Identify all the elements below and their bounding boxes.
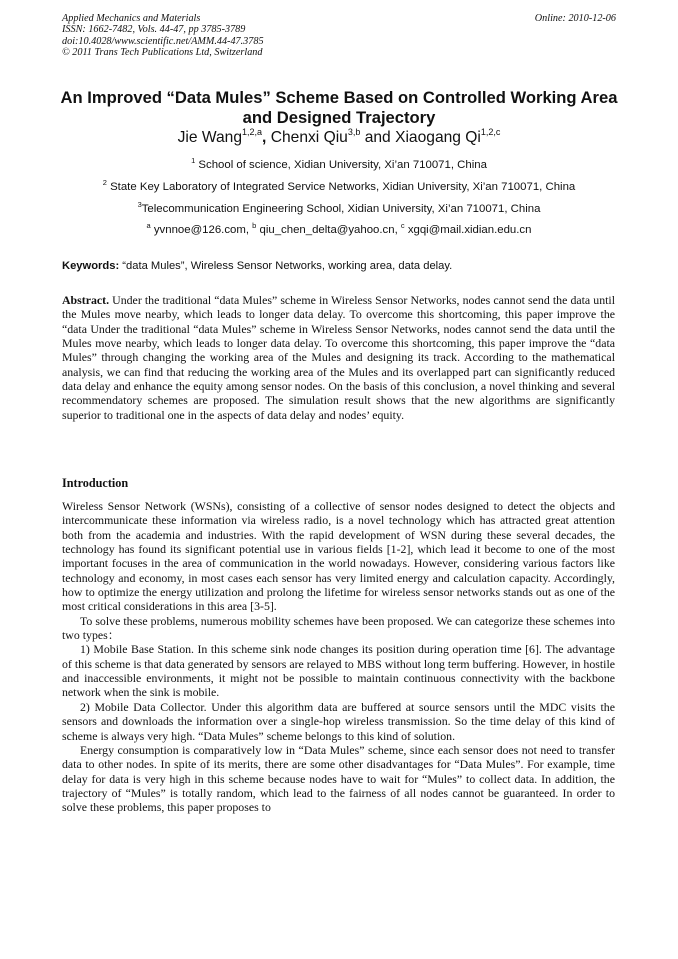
paragraph: Wireless Sensor Network (WSNs), consisting of a collective of sensor nodes designed to detect the objects and intercommunicate these information via wireless radio, is a novel technology which has attracted great attention both from the academia and industries. With the rapid development of WSN during these several decades, the technology has found its significant potential use in various fields [1-2], which lead it become to one of the most important focuses in the area of communication in the world nowadays. However, considering various factors like technology and economy, in most cases each sensor has very limited energy and calculation capacity. Accordingly, how to optimize the energy utilization and prolong the lifetime for wireless sensor networks stands out as one of the most critical considerations in this area [3-5]. [62,499,615,614]
author-separator: , [262,129,271,146]
paragraph: To solve these problems, numerous mobility schemes have been proposed. We can categorize these schemes into two types： [62,613,615,643]
author-name: Jie Wang [177,129,243,146]
abstract-label: Abstract. [62,293,110,307]
abstract [62,293,615,422]
copyright-line: © 2011 Trans Tech Publications Ltd, Switzerland [62,46,263,58]
title-line-2: and Designed Trajectory [242,108,436,127]
affiliation-text: State Key Laboratory of Integrated Service Networks, Xidian University, Xi’an 710071, China [106,181,576,193]
paragraph: Energy consumption is comparatively low in “Data Mules” scheme, since each sensor does not need to transfer data to other nodes. In spite of its merits, there are some other disadvantages for “Data Mules”. For example, time delay for data is very high in this scheme because nodes have to wait for “Mules” to collect data. In addition, the trajectory of “Mules” is totally random, which lead to the fairness of all nodes cannot be guaranteed. In order to solve these problems, this paper proposes to [62,742,615,815]
affiliation-text: Telecommunication Engineering School, Xidian University, Xi’an 710071, China [141,203,541,215]
author-name: Xiaogang Qi [395,129,481,146]
affiliation-marker: 2 [102,178,107,187]
doi-line: doi:10.4028/www.scientific.net/AMM.44-47.3785 [62,35,264,47]
email-marker: a [146,221,151,230]
paragraph: 2) Mobile Data Collector. Under this algorithm data are buffered at source sensors until the MDC visits the sensors and downloads the information over a single-hop wireless transmission. So the time delay of this kind of scheme is always very high. “Data Mules” scheme belongs to this kind of solution. [62,699,615,743]
keywords-text: “data Mules”, Wireless Sensor Networks, working area, data delay. [119,260,453,272]
affiliation-marker: 3 [137,200,142,209]
journal-header [62,13,264,58]
title-line-1: An Improved “Data Mules” Scheme Based on Controlled Working Area [60,88,618,107]
introduction-body [62,499,615,815]
email-marker: b [252,221,257,230]
paper-title [40,88,638,128]
author-list [40,128,638,148]
author-superscript: 1,2,c [480,127,501,137]
author-superscript: 3,b [347,127,361,137]
keywords-label: Keywords: [62,260,120,272]
paragraph: 1) Mobile Base Station. In this scheme sink node changes its position during operation time [6]. The advantage of this scheme is that data generated by sensors are relayed to MBS without long term buffering. However, in hostile and inaccessible environments, it might not be possible to maintain continuous connectivity with the backbone network when the sink is mobile. [62,642,615,700]
author-superscript: 1,2,a [242,127,263,137]
email-address: xgqi@mail.xidian.edu.cn [404,224,532,236]
issn-line: ISSN: 1662-7482, Vols. 44-47, pp 3785-3789 [62,24,246,36]
author-name: Chenxi Qiu [270,129,348,146]
section-heading: Introduction [62,476,129,490]
email-address: yvnnoe@126.com, [150,224,253,236]
keywords [62,259,618,273]
affiliation-text: School of science, Xidian University, Xi’an 710071, China [195,159,487,171]
affiliation-3 [40,202,638,216]
email-line [40,223,638,237]
online-date: Online: 2010-12-06 [534,13,616,24]
author-separator: and [360,129,396,146]
journal-name: Applied Mechanics and Materials [62,13,201,24]
affiliation-marker: 1 [191,156,196,165]
affiliation-2 [40,180,638,194]
abstract-text: Under the traditional “data Mules” scheme in Wireless Sensor Networks, nodes cannot send the data until the Mules move nearby, which leads to longer data delay. To overcome this shortcoming, this paper improve the “data Under the traditional “data Mules” scheme in Wireless Sensor Networks, nodes cannot send the data until the Mules move nearby, which leads to longer data delay. To overcome this shortcoming, this paper improve the “data Mules” through changing the working area of the Mules and designing its track. According to the mathematical analysis, we can find that reducing the working area of the Mules and its overlapped part can significantly reduced data delay and enhance the equity among sensor nodes. On the basis of this conclusion, a novel thinking and several recommendatory schemes are proposed. The simulation result shows that the new algorithms are significantly superior to traditional one in the aspects of data delay and nodes’ equity. [62,293,615,422]
email-marker: c [400,221,405,230]
email-address: qiu_chen_delta@yahoo.cn, [256,224,401,236]
affiliation-1 [40,158,638,172]
